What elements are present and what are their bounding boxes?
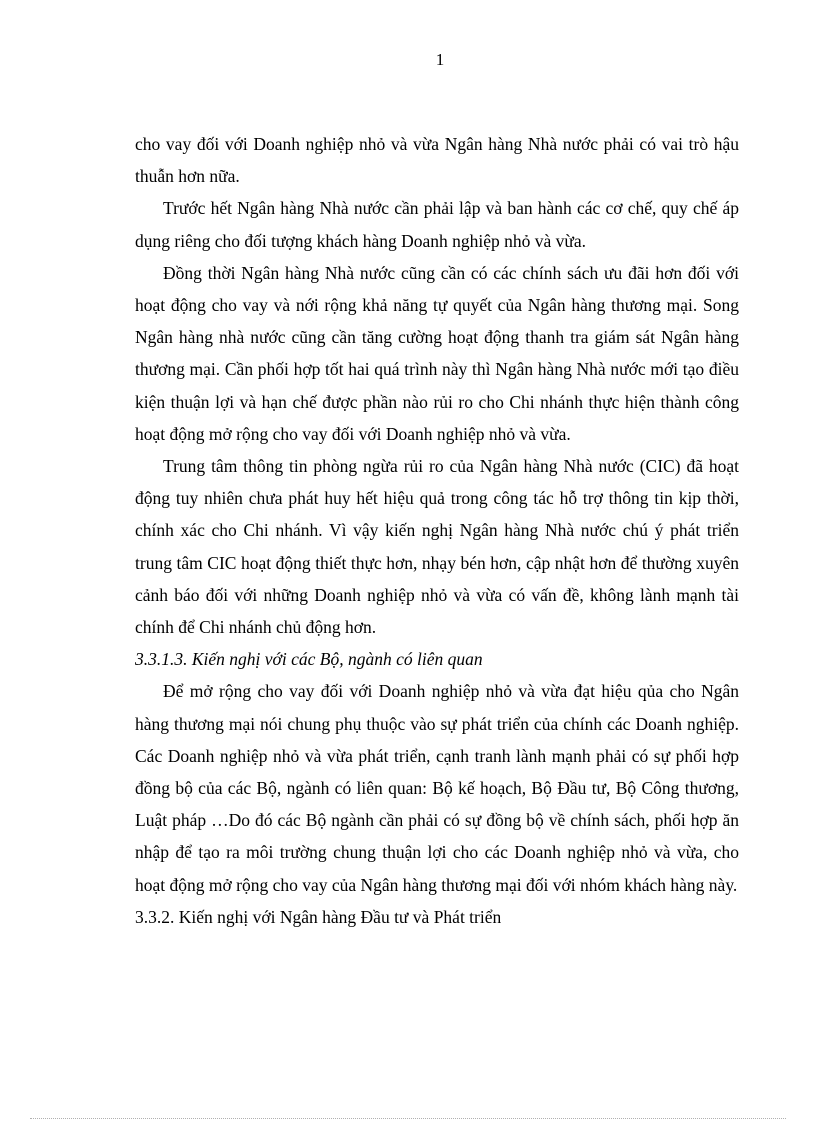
section-heading-bidv: 3.3.2. Kiến nghị với Ngân hàng Đầu tư và Phát triển	[135, 906, 502, 927]
paragraph-ministries-coordination: Để mở rộng cho vay đối với Doanh nghiệp nhỏ và vừa đạt hiệu qủa cho Ngân hàng thương mại nói chung phụ thuộc vào sự phát triển của chính các Doanh nghiệp. Các Doanh nghiệp nhỏ và vừa phát triển, cạnh tranh lành mạnh phải có sự phối hợp đồng bộ của các Bộ, ngành có liên quan: Bộ kế hoạch, Bộ Đầu tư, Bộ Công thương, Luật pháp …Do đó các Bộ ngành cần phải có sự đồng bộ về chính sách, phối hợp ăn nhập để tạo ra môi trường chung thuận lợi cho các Doanh nghiệp nhỏ và vừa, cho hoạt động mở rộng cho vay của Ngân hàng thương mại đối với nhóm khách hàng này.	[135, 681, 739, 895]
document-body	[135, 128, 739, 933]
paragraph-mechanisms: Trước hết Ngân hàng Nhà nước cần phải lập và ban hành các cơ chế, quy chế áp dụng riêng cho đối tượng khách hàng Doanh nghiệp nhỏ và vừa.	[135, 198, 739, 251]
paragraph-cic-center: Trung tâm thông tin phòng ngừa rủi ro của Ngân hàng Nhà nước (CIC) đã hoạt động tuy nhiên chưa phát huy hết hiệu quả trong công tác hỗ trợ thông tin kịp thời, chính xác cho Chi nhánh. Vì vậy kiến nghị Ngân hàng Nhà nước chú ý phát triển trung tâm CIC hoạt động thiết thực hơn, nhạy bén hơn, cập nhật hơn để thường xuyên cảnh báo đối với những Doanh nghiệp nhỏ và vừa có vấn đề, không lành mạnh tài chính để Chi nhánh chủ động hơn.	[135, 456, 739, 638]
page-number: 1	[435, 50, 445, 69]
page-bottom-divider	[30, 1118, 786, 1119]
section-heading-ministries: 3.3.1.3. Kiến nghị với các Bộ, ngành có liên quan	[135, 649, 483, 670]
paragraph-continued: cho vay đối với Doanh nghiệp nhỏ và vừa Ngân hàng Nhà nước phải có vai trò hậu thuẫn hơn nữa.	[135, 134, 739, 187]
paragraph-incentive-policies: Đồng thời Ngân hàng Nhà nước cũng cần có các chính sách ưu đãi hơn đối với hoạt động cho vay và nới rộng khả năng tự quyết của Ngân hàng thương mại. Song Ngân hàng nhà nước cũng cần tăng cường hoạt động thanh tra giám sát Ngân hàng thương mại. Cần phối hợp tốt hai quá trình này thì Ngân hàng Nhà nước mới tạo điều kiện thuận lợi và hạn chế được phần nào rủi ro cho Chi nhánh thực hiện thành công hoạt động mở rộng cho vay đối với Doanh nghiệp nhỏ và vừa.	[135, 262, 739, 444]
